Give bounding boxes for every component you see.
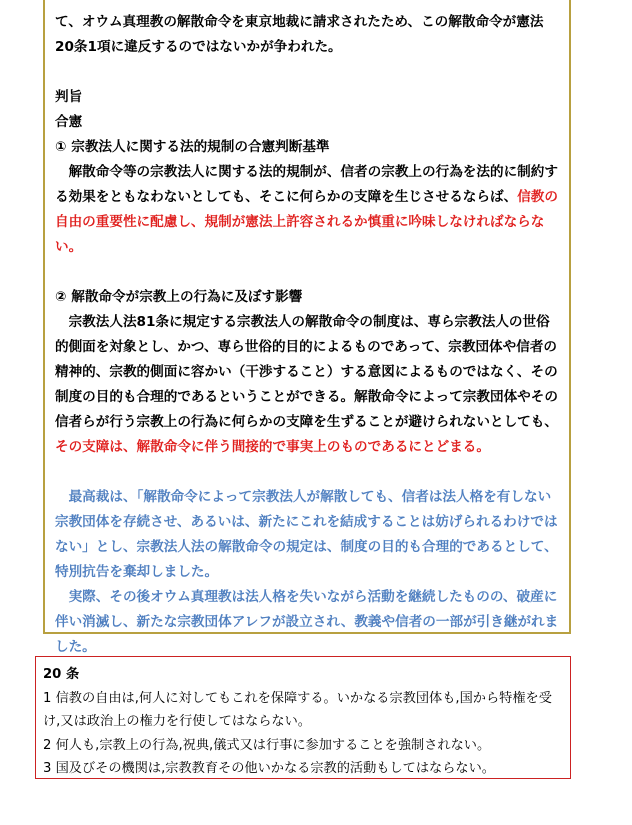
section2-title: ② 解散命令が宗教上の行為に及ぼす影響 xyxy=(55,289,303,305)
section1-emphasis: 信教の自由の重要性に配慮し、規制が憲法上許容されるか慎重に吟味しなければならない。 xyxy=(55,189,558,255)
section2-emphasis: その支障は、解散命令に伴う間接的で事実上のものであるにとどまる。 xyxy=(55,439,490,455)
result-heading: 合憲 xyxy=(55,114,83,130)
section1-title: ① 宗教法人に関する法的規制の合憲判断基準 xyxy=(55,139,330,155)
article-title: 20 条 xyxy=(43,667,80,682)
article-20-box xyxy=(35,656,571,779)
spacer xyxy=(55,460,561,485)
spacer xyxy=(55,60,561,85)
article-clause-3: 3 国及びその機関は,宗教教育その他いかなる宗教的活動もしてはならない。 xyxy=(43,761,495,776)
article-clause-1: 1 信教の自由は,何人に対してもこれを保障する。いかなる宗教団体も,国から特権を受け,又は政治上の権力を行使してはならない。 xyxy=(43,690,552,729)
commentary-paragraph-1: 最高裁は、「解散命令によって宗教法人が解散しても、信者は法人格を有しない宗教団体を存続させ、あるいは、新たにこれを結成することは妨げられるわけではない」とし、宗教法人法の解散命令の規定は、制度の目的も合理的であるとして、特別抗告を棄却しました。 xyxy=(55,489,558,580)
case-summary-box xyxy=(43,0,571,655)
intro-text: て、オウム真理教の解散命令を東京地裁に請求されたため、この解散命令が憲法20条1項に違反するのではないかが争われた。 xyxy=(55,14,544,55)
spacer xyxy=(55,260,561,285)
section2-text: 宗教法人法81条に規定する宗教法人の解散命令の制度は、専ら宗教法人の世俗的側面を対象とし、かつ、専ら世俗的目的によるものであって、宗教団体や信者の精神的、宗教的側面に容かい（干渉すること）する意図によるものではなく、その制度の目的も合理的であるということができる。解散命令によって宗教団体やその信者らが行う宗教上の行為に何らかの支障を生ずることが避けられないとしても、 xyxy=(55,314,558,430)
judgment-heading: 判旨 xyxy=(55,89,83,105)
section2-body xyxy=(55,310,561,460)
article-clause-2: 2 何人も,宗教上の行為,祝典,儀式又は行事に参加することを強制されない。 xyxy=(43,737,491,753)
commentary-paragraph-2: 実際、その後オウム真理教は法人格を失いながら活動を継続したものの、破産に伴い消滅し、新たな宗教団体アレフが設立され、教義や信者の一部が引き継がれました。 xyxy=(55,589,559,655)
section1-text: 解散命令等の宗教法人に関する法的規制が、信者の宗教上の行為を法的に制約する効果をともなわないとしても、そこに何らかの支障を生じさせるならば、 xyxy=(55,164,558,205)
section1-body xyxy=(55,160,561,260)
